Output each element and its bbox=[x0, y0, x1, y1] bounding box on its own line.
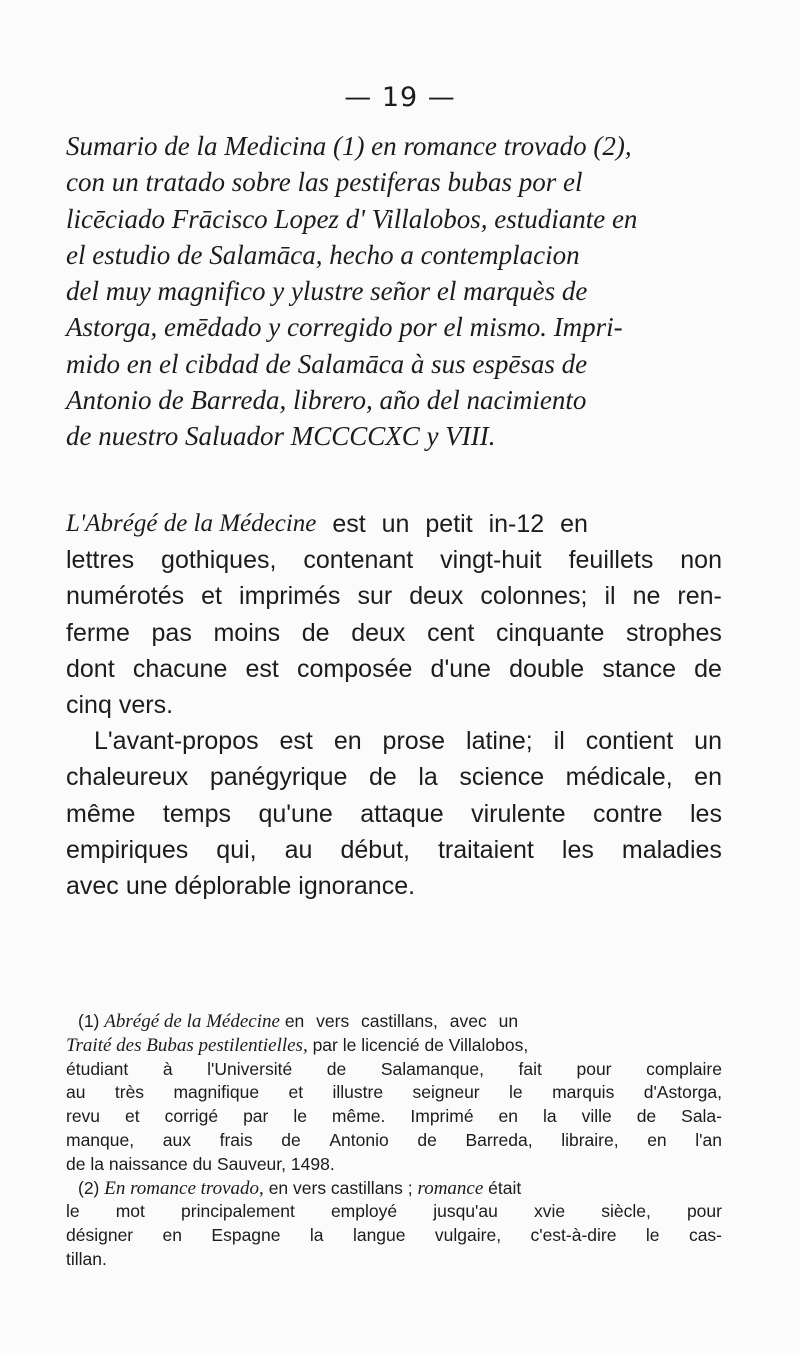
word: imprimés bbox=[239, 582, 341, 611]
word: en bbox=[498, 1106, 519, 1127]
word: marquis bbox=[552, 1082, 615, 1103]
footnote-2-title: En romance trovado, bbox=[104, 1177, 264, 1199]
footnote-1-traite: Traité des Bubas pestilentielles, bbox=[66, 1034, 308, 1056]
word: au bbox=[284, 835, 313, 864]
word: cinq bbox=[66, 690, 112, 719]
word: qui, bbox=[216, 835, 257, 864]
word: ferme bbox=[66, 618, 130, 647]
word: revu bbox=[66, 1106, 101, 1127]
word: colonnes; bbox=[480, 582, 588, 611]
sumario-line: Sumario de la Medicina (1) en romance trovado (2), bbox=[66, 131, 632, 161]
word: mot bbox=[115, 1201, 145, 1222]
word: prose bbox=[382, 727, 446, 756]
word: contre bbox=[593, 799, 663, 828]
word: siècle, bbox=[601, 1201, 651, 1222]
word: avec bbox=[66, 871, 119, 900]
word: le bbox=[645, 1225, 660, 1246]
word: la bbox=[542, 1106, 557, 1127]
word: du bbox=[192, 1153, 213, 1174]
word: le bbox=[293, 1106, 307, 1127]
word: pour bbox=[576, 1058, 612, 1079]
word: la bbox=[418, 763, 438, 792]
word: latine; bbox=[466, 727, 533, 756]
word: attaque bbox=[360, 799, 444, 828]
word: corrigé bbox=[164, 1106, 219, 1127]
word: de bbox=[694, 654, 722, 683]
paragraph-1-line bbox=[66, 542, 722, 578]
word: il bbox=[604, 582, 616, 611]
word: panégyrique bbox=[209, 763, 348, 792]
word: moins bbox=[213, 618, 281, 647]
word: virulente bbox=[471, 799, 566, 828]
word: tillan. bbox=[66, 1248, 107, 1269]
footnote-1-title: Abrégé de la Médecine bbox=[104, 1011, 280, 1032]
word: ren- bbox=[677, 582, 722, 611]
word: vingt-huit bbox=[440, 546, 542, 575]
word: de bbox=[326, 1058, 347, 1079]
word: naissance bbox=[108, 1153, 188, 1174]
word: deux bbox=[351, 618, 406, 647]
word: cinquante bbox=[495, 618, 605, 647]
footnote-1-line bbox=[66, 1153, 722, 1177]
sumario-line: mido en el cibdad de Salamāca à sus espēsas de bbox=[66, 348, 588, 379]
word: frais bbox=[219, 1129, 253, 1150]
footnote-1-text: en vers castillans, avec un bbox=[284, 1011, 519, 1031]
footnotes bbox=[66, 1010, 722, 1272]
word: est bbox=[245, 654, 279, 683]
footnote-1-text: par le licencié de Villalobos, bbox=[312, 1034, 529, 1055]
word: qu'une bbox=[258, 799, 333, 828]
word: de bbox=[636, 1106, 657, 1127]
sumario-line: con un tratado sobre las pestiferas bubas por el bbox=[66, 167, 583, 198]
word: sur bbox=[357, 582, 393, 611]
word: jusqu'au bbox=[433, 1201, 498, 1222]
word: cas- bbox=[688, 1225, 722, 1246]
word: en bbox=[333, 727, 362, 756]
word: le bbox=[509, 1082, 523, 1103]
word: dont bbox=[66, 654, 115, 683]
word: manque, bbox=[66, 1129, 135, 1150]
paragraph-2-line bbox=[66, 832, 722, 868]
word: au bbox=[66, 1082, 86, 1103]
word: Espagne bbox=[211, 1225, 281, 1246]
word: déplorable bbox=[174, 871, 292, 900]
word: un bbox=[694, 727, 722, 756]
word: à bbox=[162, 1058, 173, 1079]
footnote-1-line bbox=[66, 1129, 722, 1153]
word: pour bbox=[686, 1201, 722, 1222]
word: par bbox=[243, 1106, 269, 1127]
word: illustre bbox=[332, 1082, 384, 1103]
word: stance bbox=[602, 654, 676, 683]
word: chacune bbox=[132, 654, 228, 683]
word: médicale, bbox=[565, 763, 673, 792]
paragraph-1-line bbox=[66, 687, 722, 723]
word: il bbox=[553, 727, 565, 756]
footnote-1-line bbox=[66, 1010, 722, 1034]
word: d'une bbox=[430, 654, 491, 683]
word: contient bbox=[585, 727, 674, 756]
word: gothiques, bbox=[161, 546, 277, 575]
word: complaire bbox=[646, 1058, 722, 1079]
word: seigneur bbox=[412, 1082, 480, 1103]
abrege-title: L'Abrégé de la Médecine bbox=[66, 510, 317, 537]
footnote-1-line bbox=[66, 1034, 722, 1058]
word: Imprimé bbox=[410, 1106, 474, 1127]
body-text bbox=[66, 506, 722, 904]
footnote-2-line bbox=[66, 1200, 722, 1224]
word: ignorance. bbox=[298, 871, 416, 900]
paragraph-1-line bbox=[66, 615, 722, 651]
word: de bbox=[281, 1129, 301, 1150]
word: employé bbox=[330, 1201, 398, 1222]
word: ne bbox=[632, 582, 661, 611]
footnote-2-marker: (2) bbox=[78, 1177, 100, 1198]
word: xvie bbox=[533, 1201, 566, 1222]
word: de bbox=[417, 1129, 437, 1150]
word: et bbox=[125, 1106, 140, 1127]
word: deux bbox=[409, 582, 464, 611]
word: fait bbox=[518, 1058, 542, 1079]
word: et bbox=[201, 582, 222, 611]
word: la bbox=[90, 1153, 104, 1174]
word: numérotés bbox=[66, 582, 185, 611]
word: de bbox=[66, 1153, 86, 1174]
paragraph-1-line bbox=[66, 506, 722, 542]
word: de bbox=[301, 618, 330, 647]
word: de bbox=[369, 763, 397, 792]
word: le bbox=[66, 1201, 80, 1222]
word: traitaient bbox=[437, 835, 534, 864]
word: en bbox=[694, 763, 722, 792]
footnote-2-line bbox=[66, 1224, 722, 1248]
word: même. bbox=[331, 1106, 386, 1127]
paragraph-2-line bbox=[66, 868, 722, 904]
word: étudiant bbox=[66, 1058, 129, 1079]
word: l'Université bbox=[207, 1058, 293, 1079]
word: libraire, bbox=[561, 1129, 619, 1150]
footnote-2-romance: romance bbox=[417, 1177, 484, 1199]
footnote-1-line bbox=[66, 1058, 722, 1082]
word: temps bbox=[162, 799, 232, 828]
word: Sala- bbox=[681, 1106, 722, 1127]
footnote-2-text-end: était bbox=[488, 1177, 522, 1198]
paragraph-2-line bbox=[66, 723, 722, 759]
sumario-line: del muy magnifico y ylustre señor el marquès de bbox=[66, 276, 588, 307]
sumario-line: Antonio de Barreda, librero, año del nacimiento bbox=[66, 385, 587, 416]
paragraph-1-text: est un petit in-12 en bbox=[316, 510, 588, 538]
paragraph-2-line bbox=[66, 759, 722, 795]
word: et bbox=[288, 1082, 304, 1103]
word: très bbox=[114, 1082, 145, 1103]
footnote-1-marker: (1) bbox=[78, 1011, 100, 1031]
word: cent bbox=[427, 618, 475, 647]
footnote-1-line bbox=[66, 1105, 722, 1129]
word: magnifique bbox=[173, 1082, 260, 1103]
sumario-line: de nuestro Saluador MCCCCXC y VIII. bbox=[66, 421, 496, 452]
word: même bbox=[66, 799, 136, 828]
paragraph-2-line bbox=[66, 796, 722, 832]
word: lettres bbox=[66, 546, 135, 575]
paragraph-1-line bbox=[66, 651, 722, 687]
word: strophes bbox=[626, 618, 722, 647]
word: double bbox=[509, 654, 585, 683]
word: maladies bbox=[621, 835, 722, 864]
word: non bbox=[680, 546, 722, 575]
word: langue bbox=[352, 1225, 406, 1246]
word: Barreda, bbox=[465, 1129, 533, 1150]
word: Sauveur, bbox=[216, 1153, 287, 1174]
footnote-2-line bbox=[66, 1248, 722, 1272]
spanish-title-block bbox=[66, 128, 722, 455]
word: pas bbox=[151, 618, 192, 647]
word: contenant bbox=[303, 546, 414, 575]
word: vers. bbox=[118, 690, 174, 719]
word: une bbox=[125, 871, 168, 900]
word: aux bbox=[162, 1129, 191, 1150]
word: les bbox=[689, 799, 722, 828]
word: la bbox=[309, 1225, 324, 1246]
word: en bbox=[647, 1129, 667, 1150]
word: 1498. bbox=[290, 1153, 335, 1174]
word: vulgaire, bbox=[434, 1225, 502, 1246]
sumario-line: Astorga, emēdado y corregido por el mismo. Impri- bbox=[66, 312, 623, 343]
page-number: — 19 — bbox=[344, 82, 456, 113]
word: empiriques bbox=[66, 835, 189, 864]
word: chaleureux bbox=[66, 763, 189, 792]
word: composée bbox=[297, 654, 413, 683]
footnote-1-line bbox=[66, 1081, 722, 1105]
word: c'est-à-dire bbox=[530, 1225, 617, 1246]
paragraph-1-line bbox=[66, 578, 722, 614]
word: principalement bbox=[181, 1201, 295, 1222]
footnote-2-text: en vers castillans ; bbox=[268, 1177, 413, 1198]
word: en bbox=[162, 1225, 183, 1246]
word: science bbox=[459, 763, 545, 792]
word: désigner bbox=[66, 1225, 134, 1246]
word: L'avant-propos bbox=[94, 727, 259, 756]
word: ville bbox=[581, 1106, 612, 1127]
word: début, bbox=[340, 835, 410, 864]
word: Antonio bbox=[329, 1129, 389, 1150]
footnote-2-line bbox=[66, 1177, 722, 1201]
word: les bbox=[561, 835, 594, 864]
word: l'an bbox=[695, 1129, 722, 1150]
word: Salamanque, bbox=[380, 1058, 484, 1079]
word: feuillets bbox=[568, 546, 654, 575]
word: est bbox=[279, 727, 313, 756]
word: d'Astorga, bbox=[643, 1082, 722, 1103]
sumario-line: el estudio de Salamāca, hecho a contemplacion bbox=[66, 239, 580, 270]
sumario-line: licēciado Frācisco Lopez d' Villalobos, estudiante en bbox=[66, 203, 638, 234]
